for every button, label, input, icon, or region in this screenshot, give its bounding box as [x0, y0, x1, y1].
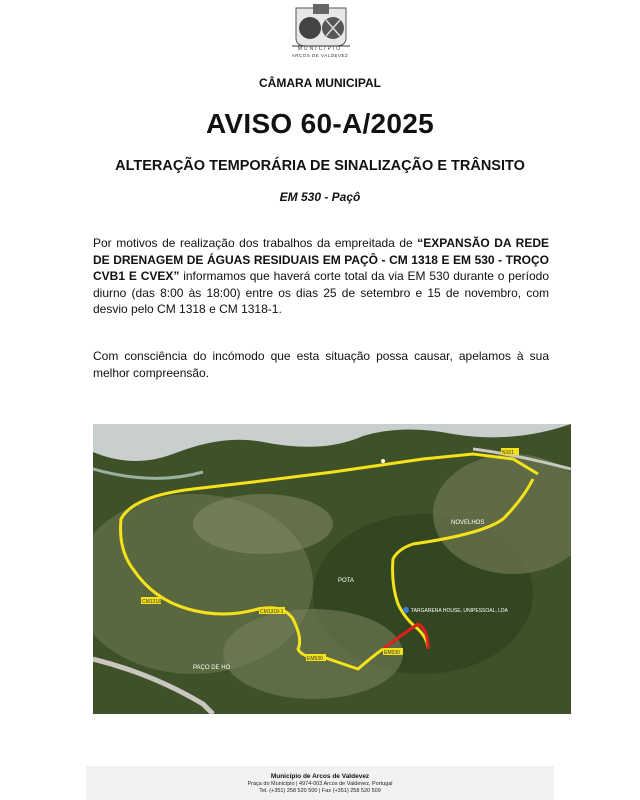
place-label-company: TARGARENA HOUSE, UNIPESSOAL, LDA [411, 608, 508, 614]
notice-title: AVISO 60-A/2025 [205, 108, 435, 139]
organization-name: CÂMARA MUNICIPAL [259, 76, 381, 90]
place-label-pota: POTA [338, 578, 354, 584]
logo-line1: MUNICÍPIO [297, 46, 343, 52]
paragraph-1-intro: Por motivos de realização dos trabalhos da empreitada de [93, 236, 418, 250]
paragraph-1-rest: informamos que haverá corte total da via EM 530 durante o período diurno (das 8:00 às 18:00) entre os dias 25 de setembro e 15 de novembro, com desvio pelo CM 1318 e CM 1318-1. [93, 269, 550, 316]
road-label-em530b: EM530 [384, 650, 400, 656]
road-label-cm1318a: CM1318 [142, 599, 161, 605]
footer-address: Praça do Município | 4974-003 Arcos de Valdevez, Portugal [247, 781, 393, 787]
road-label-cm1318b: CM1318-1 [260, 609, 284, 615]
notice-subtitle: ALTERAÇÃO TEMPORÁRIA DE SINALIZAÇÃO E TRÂNSITO [115, 158, 525, 174]
road-label-n101: N101 [502, 450, 514, 456]
detour-map [93, 424, 571, 714]
paragraph-1-project: “EXPANSÃO DA REDE DE DRENAGEM DE ÁGUAS RESIDUAIS EM PAÇÔ - CM 1318 E EM 530 - TROÇO CVB1 E CVEX” [93, 236, 550, 283]
notice-paragraph-1 [93, 235, 549, 318]
logo-line2: ARCOS DE VALDEVEZ [291, 53, 349, 58]
road-name: EM 530 - Paçô [279, 190, 361, 204]
place-label-pacoelho: PAÇO DE HO [193, 665, 231, 671]
footer [86, 766, 554, 800]
road-label-em530a: EM530 [307, 656, 323, 662]
footer-name: Município de Arcos de Valdevez [270, 773, 370, 780]
footer-contacts: Tel. (+351) 258 520 500 | Fax (+351) 258 520 509 [259, 788, 381, 794]
notice-paragraph-2: Com consciência do incómodo que esta situação possa causar, apelamos à sua melhor compreensão. [93, 349, 549, 380]
satellite-map [93, 424, 571, 714]
place-label-novelhos: NOVELHOS [451, 520, 485, 526]
